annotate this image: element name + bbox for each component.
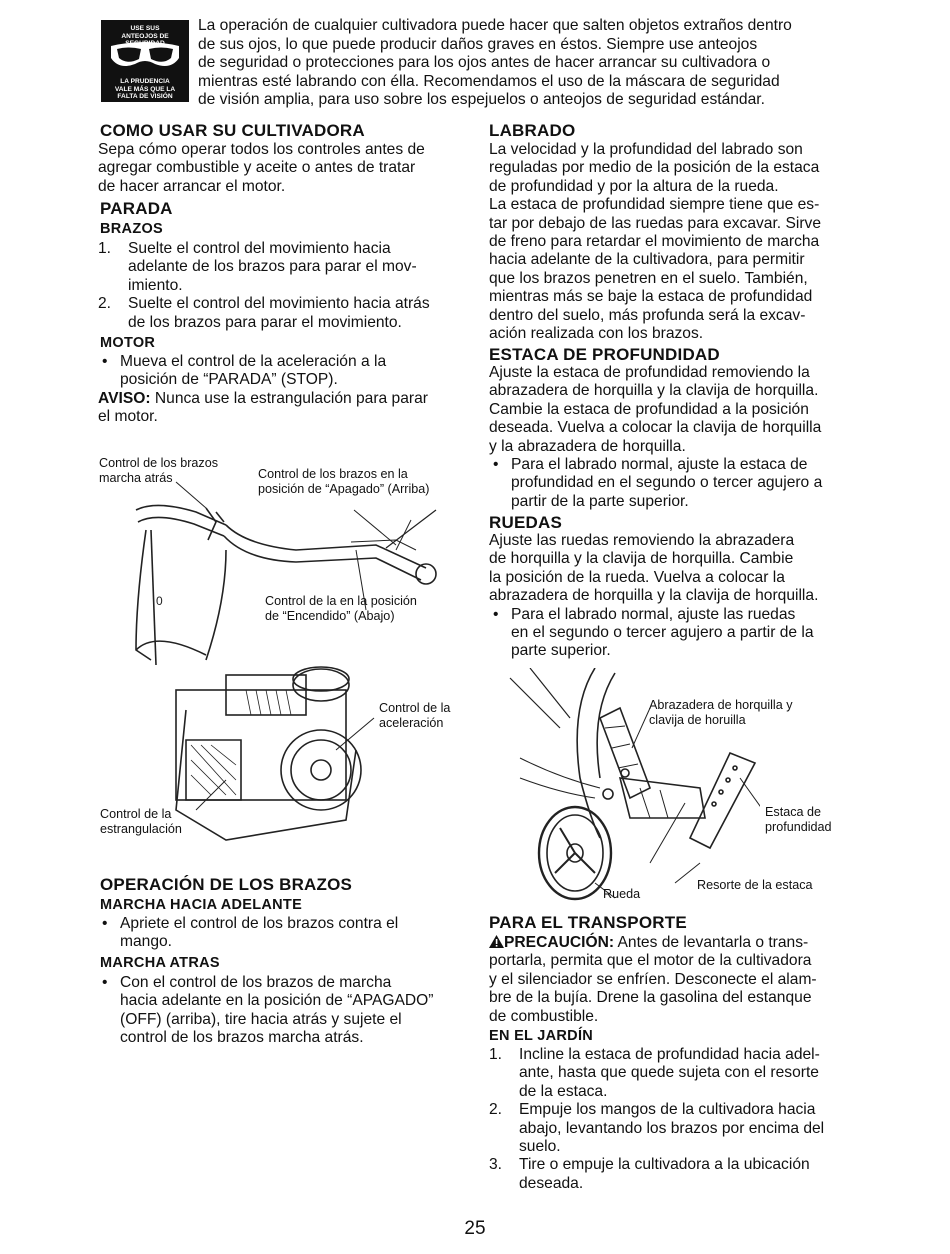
caption-line: Control de la bbox=[379, 701, 451, 715]
caption-line: posición de “Apagado” (Arriba) bbox=[258, 481, 430, 496]
text-line: tar por debajo de las ruedas para excavar. Sirve bbox=[489, 214, 821, 232]
text-line: • Para el labrado normal, ajuste la estaca de bbox=[511, 456, 808, 474]
warning-icon-line: FALTA DE VISIÓN bbox=[117, 93, 173, 101]
caption-line: Control de los brazos bbox=[99, 456, 219, 470]
text-line: abajo, levantando los brazos por encima del bbox=[519, 1119, 825, 1137]
text-line: abrazadera de horquilla y la clavija de horquilla. bbox=[489, 382, 819, 400]
heading-ruedas: RUEDAS bbox=[489, 513, 562, 532]
caption-line: aceleración bbox=[379, 715, 444, 730]
bullet-item bbox=[98, 915, 478, 952]
caption-stake-spring: Resorte de la estaca bbox=[697, 878, 813, 892]
ruedas-text bbox=[489, 532, 869, 661]
text-line: Sepa cómo operar todos los controles antes de bbox=[98, 141, 425, 158]
caption-depth-stake bbox=[765, 805, 832, 834]
heading-labrado: LABRADO bbox=[489, 121, 576, 140]
caption-line: Abrazadera de horquilla y bbox=[649, 698, 793, 712]
text-line: • Para el labrado normal, ajuste las ruedas bbox=[511, 605, 796, 623]
text-line: ante, hasta que quede sujeta con el resorte bbox=[519, 1064, 819, 1082]
text-line: y la abrazadera de horquilla. bbox=[489, 437, 686, 455]
caption-line: estrangulación bbox=[100, 821, 182, 836]
text-line: y el silenciador se enfríen. Desconecte el alam- bbox=[489, 970, 817, 988]
motor-text bbox=[98, 353, 470, 427]
labrado-text bbox=[489, 141, 869, 343]
heading-brazos: BRAZOS bbox=[100, 221, 164, 237]
text-line: la posición de la rueda. Vuelva a colocar la bbox=[489, 568, 785, 586]
text-line: profundidad en el segundo o tercer agujero a bbox=[511, 474, 823, 492]
caption-line: Estaca de bbox=[765, 805, 822, 819]
text-line: portarla, permita que el motor de la cultivadora bbox=[489, 952, 812, 970]
transporte-text bbox=[489, 934, 869, 1026]
bullet-item bbox=[98, 974, 478, 1048]
text-line: hacia adelante en la posición de “APAGADO” bbox=[120, 992, 434, 1010]
warning-icon-bottom-text bbox=[101, 78, 189, 101]
caption-wheel: Rueda bbox=[603, 887, 641, 901]
text-line: deseada. bbox=[519, 1174, 584, 1192]
precaucion-line bbox=[489, 934, 869, 952]
list-number: 2. bbox=[98, 295, 112, 313]
caption-line: de “Encendido” (Abajo) bbox=[265, 608, 395, 623]
caption-line: marcha atrás bbox=[99, 470, 173, 485]
text-line: La estaca de profundidad siempre tiene que es- bbox=[489, 196, 820, 214]
text-line: La velocidad y la profundidad del labrado son bbox=[489, 141, 803, 158]
warning-icon-line: ANTEOJOS DE bbox=[121, 32, 169, 40]
atras-text bbox=[98, 974, 478, 1048]
list-item bbox=[98, 240, 470, 295]
text-line: de hacer arrancar el motor. bbox=[98, 177, 286, 195]
caption-line: Control de la bbox=[100, 807, 172, 821]
warning-icon-line: USE SUS bbox=[130, 25, 160, 32]
text-line: en el segundo o tercer agujero a partir de la bbox=[511, 624, 814, 642]
aviso-label: AVISO: bbox=[98, 389, 151, 407]
text-line: Empuje los mangos de la cultivadora hacia bbox=[519, 1101, 816, 1119]
text-line: abrazadera de horquilla y la clavija de horquilla. bbox=[489, 587, 819, 605]
text-line: de horquilla y la clavija de horquilla. Cambie bbox=[489, 550, 794, 568]
text-line: reguladas por medio de la posición de la estaca bbox=[489, 159, 820, 177]
caption-line: Control de la en la posición bbox=[265, 594, 417, 608]
heading-transporte: PARA EL TRANSPORTE bbox=[489, 913, 687, 932]
text-line: deseada. Vuelva a colocar la clavija de horquilla bbox=[489, 419, 822, 437]
bullet-item bbox=[98, 353, 470, 390]
heading-parada: PARADA bbox=[100, 199, 173, 218]
list-item bbox=[98, 295, 470, 332]
text-line: de profundidad y por la altura de la rueda. bbox=[489, 177, 779, 195]
text-line: de freno para retardar el movimiento de marcha bbox=[489, 233, 820, 251]
warning-text bbox=[198, 17, 878, 110]
text-line: de la estaca. bbox=[519, 1082, 608, 1100]
text-line: Ajuste las ruedas removiendo la abrazadera bbox=[489, 532, 795, 549]
list-item bbox=[489, 1156, 869, 1193]
text-line: posición de “PARADA” (STOP). bbox=[120, 371, 338, 389]
text-line: de los brazos para parar el movimiento. bbox=[128, 313, 402, 331]
warning-icon-line: VALE MÁS QUE LA bbox=[114, 85, 176, 93]
caption-choke bbox=[100, 807, 182, 836]
text-line: mientras más se baje la estaca de profundidad bbox=[489, 288, 813, 306]
text-line: partir de la parte superior. bbox=[511, 492, 689, 510]
precaucion-label: PRECAUCIÓN: bbox=[504, 934, 615, 951]
text-line: Suelte el control del movimiento hacia atrás bbox=[128, 295, 430, 313]
warning-icon-line: LA PRUDENCIA bbox=[120, 78, 170, 85]
caption-off-position bbox=[258, 467, 430, 496]
svg-text:0: 0 bbox=[156, 594, 163, 608]
text-line: dentro del suelo, más profunda será la excav- bbox=[489, 306, 806, 324]
list-number: 1. bbox=[98, 240, 112, 257]
text-line: imiento. bbox=[128, 276, 183, 294]
list-item bbox=[489, 1046, 869, 1101]
list-item bbox=[489, 1101, 869, 1156]
heading-operacion-brazos: OPERACIÓN DE LOS BRAZOS bbox=[100, 875, 353, 894]
text-line: Ajuste la estaca de profundidad removiendo la bbox=[489, 364, 810, 381]
caption-reverse-control bbox=[99, 456, 218, 485]
text-line: hacia adelante de la cultivadora, para permitir bbox=[489, 251, 805, 269]
text-line: (OFF) (arriba), tire hacia atrás y sujete el bbox=[120, 1010, 402, 1028]
goggles-icon bbox=[109, 40, 181, 74]
text-line: Tire o empuje la cultivadora a la ubicación bbox=[519, 1156, 810, 1174]
heading-como-usar: COMO USAR SU CULTIVADORA bbox=[100, 121, 365, 140]
caption-line: clavija de horuilla bbox=[649, 712, 746, 727]
warning-line: de sus ojos, lo que puede producir daños graves en éstos. Siempre use anteojos bbox=[198, 35, 758, 53]
text-line: el motor. bbox=[98, 408, 158, 426]
text-line: parte superior. bbox=[511, 642, 611, 660]
text-line: Cambie la estaca de profundidad a la posición bbox=[489, 400, 809, 418]
text-line: agregar combustible y aceite o antes de tratar bbox=[98, 159, 416, 177]
text-line: • Con el control de los brazos de marcha bbox=[120, 974, 392, 991]
text-line: • Apriete el control de los brazos contra el bbox=[120, 915, 399, 932]
text-line: bre de la bujía. Drene la gasolina del estanque bbox=[489, 989, 812, 1007]
list-number: 2. bbox=[489, 1101, 503, 1119]
warning-line: de visión amplia, para uso sobre los espejuelos o anteojos de seguridad estándar. bbox=[198, 91, 765, 109]
warning-line: mientras esté labrando con élla. Recomendamos el uso de la máscara de seguridad bbox=[198, 72, 780, 90]
heading-marcha-adelante: MARCHA HACIA ADELANTE bbox=[100, 897, 303, 913]
safety-glasses-warning-icon bbox=[101, 20, 189, 102]
text-line: Incline la estaca de profundidad hacia adel- bbox=[519, 1046, 820, 1063]
text-line: mango. bbox=[120, 933, 173, 951]
text-line: adelante de los brazos para parar el mov- bbox=[128, 258, 417, 276]
caption-line: profundidad bbox=[765, 819, 832, 834]
list-number: 3. bbox=[489, 1156, 503, 1174]
text-line: que los brazos penetren en el suelo. También, bbox=[489, 269, 808, 287]
adelante-text bbox=[98, 915, 478, 952]
caption-on-position bbox=[265, 594, 417, 623]
bullet-item bbox=[489, 456, 869, 511]
bullet-item bbox=[489, 606, 869, 661]
jardin-list bbox=[489, 1046, 869, 1193]
text-line: Suelte el control del movimiento hacia bbox=[128, 240, 391, 257]
aviso-text: Nunca use la estrangulación para parar bbox=[150, 389, 428, 407]
caption-clamp-pin bbox=[649, 698, 793, 727]
list-number: 1. bbox=[489, 1046, 503, 1063]
caution-icon bbox=[489, 935, 504, 948]
text-line: de combustible. bbox=[489, 1007, 599, 1025]
como-usar-text bbox=[98, 141, 468, 196]
text-line: Antes de levantarla o trans- bbox=[614, 934, 809, 951]
warning-line: de seguridad o protecciones para los ojos antes de hacer arrancar su cultivadora o bbox=[198, 54, 771, 72]
page-number: 25 bbox=[464, 1218, 486, 1239]
brazos-list bbox=[98, 240, 470, 332]
caption-line: Control de los brazos en la bbox=[258, 467, 408, 481]
text-line: • Mueva el control de la aceleración a la bbox=[120, 353, 387, 370]
heading-marcha-atras: MARCHA ATRAS bbox=[100, 955, 220, 971]
heading-en-el-jardin: EN EL JARDÍN bbox=[489, 1028, 594, 1044]
caption-throttle bbox=[379, 701, 450, 730]
warning-line: La operación de cualquier cultivadora puede hacer que salten objetos extraños dentro bbox=[198, 17, 792, 34]
estaca-text bbox=[489, 364, 869, 511]
text-line: ación realizada con los brazos. bbox=[489, 325, 704, 343]
heading-motor: MOTOR bbox=[100, 335, 156, 351]
heading-estaca: ESTACA DE PROFUNDIDAD bbox=[489, 345, 720, 364]
text-line: suelo. bbox=[519, 1138, 561, 1156]
text-line: control de los brazos marcha atrás. bbox=[120, 1029, 364, 1047]
aviso-line bbox=[98, 390, 470, 408]
